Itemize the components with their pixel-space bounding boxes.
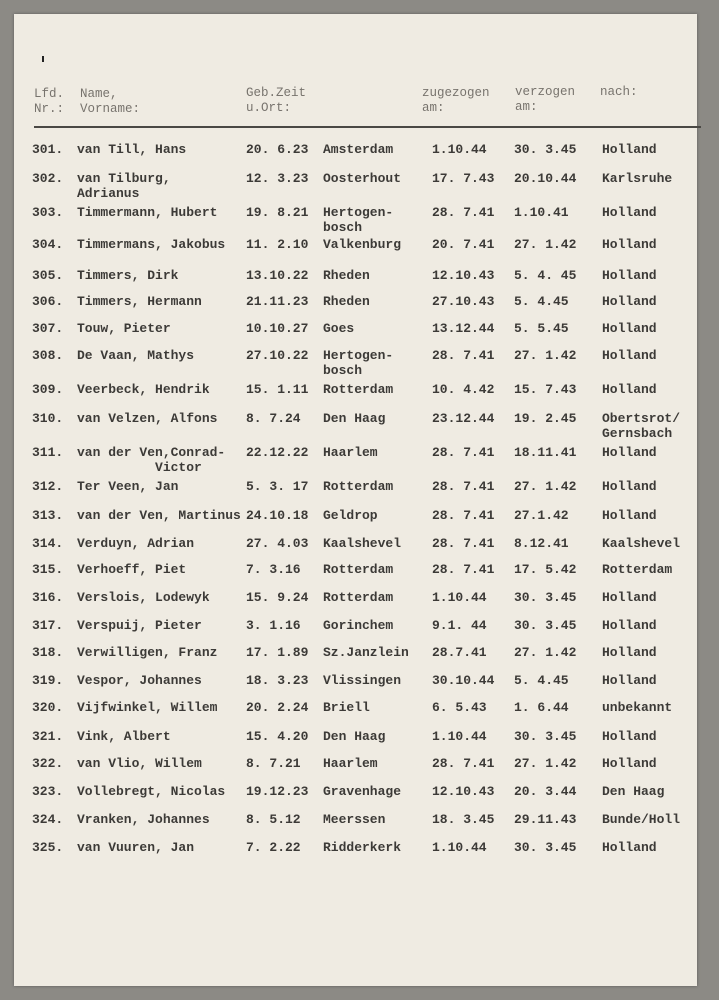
- table-row: [14, 237, 697, 269]
- birth-date: 22.12.22: [246, 445, 309, 460]
- row-number: 308.: [32, 348, 64, 363]
- destination: [602, 618, 657, 633]
- header-text: Geb.Zeit: [246, 86, 307, 100]
- person-name: [77, 237, 225, 252]
- birth-date: 11. 2.10: [246, 237, 309, 252]
- birth-date: 3. 1.16: [246, 618, 301, 633]
- destination-line: Holland: [602, 445, 657, 460]
- destination-line: Karlsruhe: [602, 171, 673, 186]
- birth-date: 27.10.22: [246, 348, 309, 363]
- birth-date: 15. 9.24: [246, 590, 309, 605]
- birth-place-line: Rotterdam: [323, 382, 394, 397]
- moved-in-date: 1.10.44: [432, 142, 487, 157]
- row-number: 306.: [32, 294, 64, 309]
- moved-in-date: 10. 4.42: [432, 382, 495, 397]
- person-name: [77, 294, 202, 309]
- destination: [602, 268, 657, 283]
- destination-line: Holland: [602, 205, 657, 220]
- moved-in-date: 17. 7.43: [432, 171, 495, 186]
- person-name-line: De Vaan, Mathys: [77, 348, 195, 363]
- row-number: 302.: [32, 171, 64, 186]
- person-name: [77, 756, 202, 771]
- person-name-line: Verhoeff, Piet: [77, 562, 187, 577]
- row-number: 310.: [32, 411, 64, 426]
- person-name: [77, 508, 241, 523]
- moved-out-date: 27. 1.42: [514, 237, 577, 252]
- person-name: [77, 590, 210, 605]
- birth-date: 17. 1.89: [246, 645, 309, 660]
- header-col-verzogen: [515, 85, 575, 115]
- destination: [602, 673, 657, 688]
- destination-line: Holland: [602, 508, 657, 523]
- birth-place: [323, 171, 401, 186]
- destination-line: Holland: [602, 382, 657, 397]
- moved-in-date: 1.10.44: [432, 840, 487, 855]
- header-text: am:: [422, 101, 445, 115]
- birth-place: [323, 536, 401, 551]
- person-name-line: Vranken, Johannes: [77, 812, 210, 827]
- person-name: [77, 445, 225, 475]
- person-name-line: van der Ven, Martinus: [77, 508, 241, 523]
- birth-date: 21.11.23: [246, 294, 309, 309]
- header-text: Lfd.: [34, 87, 65, 101]
- birth-date: 8. 7.21: [246, 756, 301, 771]
- destination: [602, 237, 657, 252]
- row-number: 313.: [32, 508, 64, 523]
- destination-line: Holland: [602, 321, 657, 336]
- birth-place: [323, 411, 385, 426]
- person-name-line: Victor: [77, 460, 202, 475]
- birth-place-line: Haarlem: [323, 756, 378, 771]
- birth-date: 19.12.23: [246, 784, 309, 799]
- person-name: [77, 700, 217, 715]
- moved-out-date: 5. 4.45: [514, 294, 569, 309]
- destination-line: Holland: [602, 348, 657, 363]
- birth-place-line: bosch: [323, 363, 363, 378]
- moved-in-date: 13.12.44: [432, 321, 495, 336]
- row-number: 305.: [32, 268, 64, 283]
- person-name-line: Verslois, Lodewyk: [77, 590, 210, 605]
- person-name: [77, 812, 210, 827]
- birth-place: [323, 590, 393, 605]
- person-name: [77, 479, 178, 494]
- destination-line: Holland: [602, 590, 657, 605]
- moved-in-date: 28. 7.41: [432, 479, 495, 494]
- birth-place: [323, 784, 401, 799]
- row-number: 314.: [32, 536, 64, 551]
- moved-in-date: 28.7.41: [432, 645, 487, 660]
- moved-in-date: 28. 7.41: [432, 348, 495, 363]
- destination: [602, 729, 657, 744]
- person-name-line: Verduyn, Adrian: [77, 536, 195, 551]
- birth-place-line: Vlissingen: [323, 673, 402, 688]
- destination-line: Bunde/Holl: [602, 812, 681, 827]
- birth-date: 24.10.18: [246, 508, 309, 523]
- birth-place-line: Hertogen-: [323, 348, 394, 363]
- birth-place: [323, 673, 401, 688]
- birth-place-line: Gravenhage: [323, 784, 402, 799]
- row-number: 303.: [32, 205, 64, 220]
- destination: [602, 812, 680, 827]
- table-row: [14, 171, 697, 203]
- moved-out-date: 27. 1.42: [514, 479, 577, 494]
- destination: [602, 348, 657, 363]
- person-name-line: Timmers, Hermann: [77, 294, 202, 309]
- table-row: [14, 142, 697, 174]
- moved-out-date: 1.10.41: [514, 205, 569, 220]
- table-row: [14, 382, 697, 414]
- row-number: 318.: [32, 645, 64, 660]
- destination: [602, 700, 672, 715]
- table-row: [14, 205, 697, 237]
- header-text: Nr.:: [34, 102, 65, 116]
- birth-date: 12. 3.23: [246, 171, 309, 186]
- moved-in-date: 28. 7.41: [432, 756, 495, 771]
- row-number: 316.: [32, 590, 64, 605]
- birth-date: 18. 3.23: [246, 673, 309, 688]
- header-text: Name,: [80, 87, 118, 101]
- person-name-line: van Vuuren, Jan: [77, 840, 195, 855]
- row-number: 317.: [32, 618, 64, 633]
- person-name-line: Verspuij, Pieter: [77, 618, 202, 633]
- table-row: [14, 840, 697, 872]
- birth-date: 8. 5.12: [246, 812, 301, 827]
- birth-place: [323, 479, 393, 494]
- birth-place-line: Rheden: [323, 268, 370, 283]
- person-name: [77, 840, 194, 855]
- birth-place-line: Briell: [323, 700, 370, 715]
- birth-place: [323, 205, 393, 235]
- person-name: [77, 618, 202, 633]
- destination: [602, 645, 657, 660]
- birth-place: [323, 142, 393, 157]
- destination: [602, 784, 664, 799]
- person-name: [77, 729, 171, 744]
- person-name: [77, 268, 178, 283]
- person-name-line: Ter Veen, Jan: [77, 479, 179, 494]
- birth-date: 20. 2.24: [246, 700, 309, 715]
- person-name-line: van der Ven,Conrad-: [77, 445, 226, 460]
- row-number: 304.: [32, 237, 64, 252]
- person-name-line: Adrianus: [77, 186, 140, 201]
- person-name-line: van Velzen, Alfons: [77, 411, 218, 426]
- destination: [602, 294, 657, 309]
- destination: [602, 142, 657, 157]
- destination: [602, 171, 672, 186]
- birth-place-line: Valkenburg: [323, 237, 402, 252]
- moved-in-date: 27.10.43: [432, 294, 495, 309]
- birth-place: [323, 348, 393, 378]
- destination-line: Kaalshevel: [602, 536, 681, 551]
- birth-place: [323, 812, 385, 827]
- moved-in-date: 28. 7.41: [432, 205, 495, 220]
- moved-out-date: 5. 4.45: [514, 673, 569, 688]
- header-text: u.Ort:: [246, 101, 292, 115]
- destination: [602, 321, 657, 336]
- destination-line: Holland: [602, 237, 657, 252]
- person-name-line: Vollebregt, Nicolas: [77, 784, 226, 799]
- person-name: [77, 205, 217, 220]
- moved-in-date: 20. 7.41: [432, 237, 495, 252]
- birth-place: [323, 562, 393, 577]
- destination: [602, 840, 657, 855]
- person-name-line: Vespor, Johannes: [77, 673, 202, 688]
- person-name-line: Verwilligen, Franz: [77, 645, 218, 660]
- destination: [602, 508, 657, 523]
- birth-date: 15. 4.20: [246, 729, 309, 744]
- destination-line: Holland: [602, 729, 657, 744]
- person-name: [77, 536, 194, 551]
- birth-place-line: Ridderkerk: [323, 840, 402, 855]
- header-col-nach: [600, 85, 638, 100]
- row-number: 309.: [32, 382, 64, 397]
- header-col-nr: [34, 87, 64, 117]
- moved-in-date: 18. 3.45: [432, 812, 495, 827]
- table-row: [14, 411, 697, 443]
- destination-line: Gernsbach: [602, 426, 673, 441]
- destination-line: Den Haag: [602, 784, 665, 799]
- moved-out-date: 30. 3.45: [514, 729, 577, 744]
- birth-place-line: Den Haag: [323, 729, 386, 744]
- birth-place-line: Rotterdam: [323, 590, 394, 605]
- birth-place-line: Rotterdam: [323, 479, 394, 494]
- person-name-line: Timmers, Dirk: [77, 268, 179, 283]
- person-name: [77, 321, 171, 336]
- birth-place-line: Meerssen: [323, 812, 386, 827]
- birth-place: [323, 268, 370, 283]
- destination: [602, 411, 680, 441]
- moved-in-date: 28. 7.41: [432, 445, 495, 460]
- moved-out-date: 20.10.44: [514, 171, 577, 186]
- row-number: 321.: [32, 729, 64, 744]
- destination: [602, 205, 657, 220]
- destination-line: Holland: [602, 840, 657, 855]
- person-name: [77, 562, 186, 577]
- birth-place: [323, 237, 401, 252]
- destination-line: Holland: [602, 268, 657, 283]
- birth-place-line: Oosterhout: [323, 171, 402, 186]
- row-number: 312.: [32, 479, 64, 494]
- document-page: [14, 14, 697, 986]
- moved-out-date: 5. 5.45: [514, 321, 569, 336]
- birth-place: [323, 840, 401, 855]
- birth-place-line: Kaalshevel: [323, 536, 402, 551]
- birth-place: [323, 445, 378, 460]
- birth-place: [323, 382, 393, 397]
- row-number: 301.: [32, 142, 64, 157]
- destination: [602, 382, 657, 397]
- header-text: nach:: [600, 85, 638, 99]
- moved-out-date: 18.11.41: [514, 445, 577, 460]
- birth-date: 13.10.22: [246, 268, 309, 283]
- destination-line: Holland: [602, 673, 657, 688]
- birth-place: [323, 700, 370, 715]
- row-number: 324.: [32, 812, 64, 827]
- header-rule: [34, 126, 701, 128]
- person-name: [77, 645, 217, 660]
- person-name-line: Vink, Albert: [77, 729, 171, 744]
- birth-place-line: Sz.Janzlein: [323, 645, 409, 660]
- birth-place: [323, 729, 385, 744]
- header-col-zugezogen: [422, 86, 490, 116]
- person-name: [77, 784, 225, 799]
- moved-in-date: 6. 5.43: [432, 700, 487, 715]
- birth-place-line: Hertogen-: [323, 205, 394, 220]
- table-row: [14, 348, 697, 380]
- moved-in-date: 12.10.43: [432, 268, 495, 283]
- moved-in-date: 1.10.44: [432, 729, 487, 744]
- birth-place-line: Haarlem: [323, 445, 378, 460]
- person-name: [77, 142, 186, 157]
- destination-line: Holland: [602, 618, 657, 633]
- birth-place-line: Rotterdam: [323, 562, 394, 577]
- person-name-line: Touw, Pieter: [77, 321, 171, 336]
- moved-in-date: 28. 7.41: [432, 562, 495, 577]
- moved-out-date: 5. 4. 45: [514, 268, 577, 283]
- header-text: Vorname:: [80, 102, 141, 116]
- destination-line: Holland: [602, 756, 657, 771]
- birth-date: 10.10.27: [246, 321, 309, 336]
- birth-date: 15. 1.11: [246, 382, 309, 397]
- birth-date: 8. 7.24: [246, 411, 301, 426]
- birth-date: 7. 2.22: [246, 840, 301, 855]
- header-col-geb: [246, 86, 306, 116]
- birth-place-line: Goes: [323, 321, 355, 336]
- destination-line: Obertsrot/: [602, 411, 681, 426]
- moved-out-date: 19. 2.45: [514, 411, 577, 426]
- person-name-line: Veerbeck, Hendrik: [77, 382, 210, 397]
- destination-line: Holland: [602, 142, 657, 157]
- moved-out-date: 27. 1.42: [514, 645, 577, 660]
- moved-out-date: 20. 3.44: [514, 784, 577, 799]
- moved-out-date: 30. 3.45: [514, 590, 577, 605]
- birth-place: [323, 756, 378, 771]
- birth-place: [323, 294, 370, 309]
- birth-place-line: Amsterdam: [323, 142, 394, 157]
- birth-date: 5. 3. 17: [246, 479, 309, 494]
- person-name-line: van Till, Hans: [77, 142, 187, 157]
- person-name: [77, 171, 171, 201]
- birth-place: [323, 508, 378, 523]
- moved-in-date: 9.1. 44: [432, 618, 487, 633]
- row-number: 311.: [32, 445, 64, 460]
- header-text: zugezogen: [422, 86, 490, 100]
- person-name: [77, 673, 202, 688]
- row-number: 323.: [32, 784, 64, 799]
- destination: [602, 536, 680, 551]
- birth-date: 27. 4.03: [246, 536, 309, 551]
- moved-out-date: 27. 1.42: [514, 348, 577, 363]
- moved-in-date: 30.10.44: [432, 673, 495, 688]
- destination-line: Rotterdam: [602, 562, 673, 577]
- moved-in-date: 28. 7.41: [432, 536, 495, 551]
- row-number: 319.: [32, 673, 64, 688]
- header-text: am:: [515, 100, 538, 114]
- header-col-name: [80, 87, 140, 117]
- ink-mark: [42, 56, 44, 62]
- birth-place: [323, 618, 393, 633]
- destination: [602, 445, 657, 460]
- moved-out-date: 30. 3.45: [514, 618, 577, 633]
- birth-place-line: Rheden: [323, 294, 370, 309]
- person-name-line: van Vlio, Willem: [77, 756, 202, 771]
- destination-line: Holland: [602, 479, 657, 494]
- moved-out-date: 30. 3.45: [514, 840, 577, 855]
- row-number: 307.: [32, 321, 64, 336]
- birth-date: 20. 6.23: [246, 142, 309, 157]
- moved-out-date: 15. 7.43: [514, 382, 577, 397]
- moved-out-date: 8.12.41: [514, 536, 569, 551]
- row-number: 320.: [32, 700, 64, 715]
- row-number: 322.: [32, 756, 64, 771]
- person-name-line: van Tilburg,: [77, 171, 171, 186]
- person-name: [77, 382, 210, 397]
- table-row: [14, 445, 697, 477]
- birth-place-line: Gorinchem: [323, 618, 394, 633]
- destination: [602, 590, 657, 605]
- moved-out-date: 1. 6.44: [514, 700, 569, 715]
- moved-in-date: 12.10.43: [432, 784, 495, 799]
- birth-place: [323, 645, 409, 660]
- person-name-line: Timmermans, Jakobus: [77, 237, 226, 252]
- birth-date: 19. 8.21: [246, 205, 309, 220]
- birth-place: [323, 321, 354, 336]
- person-name: [77, 411, 217, 426]
- birth-date: 7. 3.16: [246, 562, 301, 577]
- destination-line: Holland: [602, 645, 657, 660]
- destination: [602, 562, 672, 577]
- moved-out-date: 30. 3.45: [514, 142, 577, 157]
- destination-line: Holland: [602, 294, 657, 309]
- row-number: 315.: [32, 562, 64, 577]
- destination-line: unbekannt: [602, 700, 673, 715]
- person-name: [77, 348, 194, 363]
- birth-place-line: Den Haag: [323, 411, 386, 426]
- moved-out-date: 29.11.43: [514, 812, 577, 827]
- moved-in-date: 28. 7.41: [432, 508, 495, 523]
- row-number: 325.: [32, 840, 64, 855]
- person-name-line: Timmermann, Hubert: [77, 205, 218, 220]
- birth-place-line: Geldrop: [323, 508, 378, 523]
- birth-place-line: bosch: [323, 220, 363, 235]
- person-name-line: Vijfwinkel, Willem: [77, 700, 218, 715]
- moved-in-date: 1.10.44: [432, 590, 487, 605]
- destination: [602, 479, 657, 494]
- destination: [602, 756, 657, 771]
- table-row: [14, 700, 697, 732]
- header-text: verzogen: [515, 85, 576, 99]
- moved-out-date: 17. 5.42: [514, 562, 577, 577]
- table-row: [14, 479, 697, 511]
- moved-out-date: 27. 1.42: [514, 756, 577, 771]
- moved-out-date: 27.1.42: [514, 508, 569, 523]
- moved-in-date: 23.12.44: [432, 411, 495, 426]
